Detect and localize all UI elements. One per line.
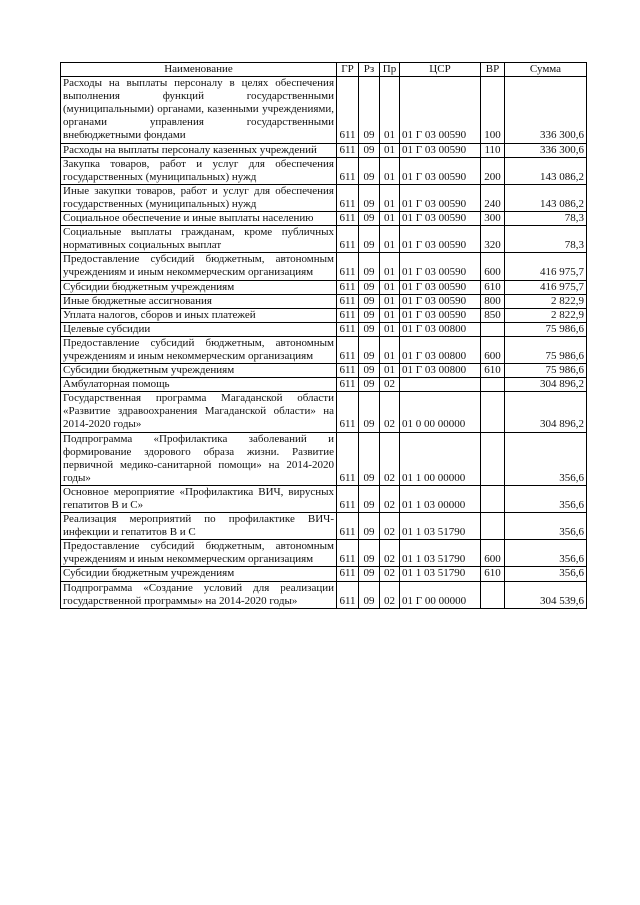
cell-csr: 01 Г 03 00590 <box>400 253 481 280</box>
cell-pr: 02 <box>380 432 400 485</box>
table-row <box>61 294 587 308</box>
cell-pr: 01 <box>380 226 400 253</box>
cell-name: Социальное обеспечение и иные выплаты населению <box>61 212 337 226</box>
cell-vr: 200 <box>481 157 505 184</box>
cell-name: Расходы на выплаты персоналу казенных учреждений <box>61 143 337 157</box>
header-csr: ЦСР <box>400 63 481 77</box>
cell-gr: 611 <box>337 378 359 392</box>
cell-csr: 01 1 03 51790 <box>400 567 481 581</box>
cell-rz: 09 <box>359 212 380 226</box>
cell-name: Субсидии бюджетным учреждениям <box>61 280 337 294</box>
cell-name: Основное мероприятие «Профилактика ВИЧ, вирусных гепатитов В и С» <box>61 485 337 512</box>
cell-rz: 09 <box>359 322 380 336</box>
cell-name: Предоставление субсидий бюджетным, автономным учреждениям и иным некоммерческим организациям <box>61 336 337 363</box>
cell-pr: 02 <box>380 485 400 512</box>
cell-name: Подпрограмма «Профилактика заболеваний и формирование здорового образа жизни. Развитие первичной медико-санитарной помощи» на 2014-2020 годы» <box>61 432 337 485</box>
header-name: Наименование <box>61 63 337 77</box>
cell-vr <box>481 581 505 608</box>
cell-gr: 611 <box>337 513 359 540</box>
cell-name: Амбулаторная помощь <box>61 378 337 392</box>
table-row <box>61 253 587 280</box>
cell-pr: 02 <box>380 378 400 392</box>
cell-vr: 110 <box>481 143 505 157</box>
table-row <box>61 308 587 322</box>
cell-gr: 611 <box>337 581 359 608</box>
cell-csr: 01 1 03 00000 <box>400 485 481 512</box>
cell-vr: 320 <box>481 226 505 253</box>
cell-rz: 09 <box>359 226 380 253</box>
cell-csr: 01 Г 03 00800 <box>400 322 481 336</box>
cell-pr: 01 <box>380 322 400 336</box>
cell-csr: 01 1 00 00000 <box>400 432 481 485</box>
cell-gr: 611 <box>337 184 359 211</box>
cell-sum: 78,3 <box>505 226 587 253</box>
cell-gr: 611 <box>337 540 359 567</box>
cell-vr: 610 <box>481 567 505 581</box>
cell-csr: 01 Г 03 00590 <box>400 294 481 308</box>
cell-csr: 01 Г 03 00800 <box>400 364 481 378</box>
cell-rz: 09 <box>359 485 380 512</box>
cell-sum: 356,6 <box>505 540 587 567</box>
cell-sum: 143 086,2 <box>505 157 587 184</box>
cell-gr: 611 <box>337 485 359 512</box>
cell-pr: 02 <box>380 513 400 540</box>
cell-gr: 611 <box>337 567 359 581</box>
cell-sum: 416 975,7 <box>505 280 587 294</box>
cell-vr: 800 <box>481 294 505 308</box>
cell-vr <box>481 322 505 336</box>
cell-pr: 01 <box>380 77 400 143</box>
cell-vr <box>481 378 505 392</box>
cell-csr: 01 Г 03 00800 <box>400 336 481 363</box>
cell-rz: 09 <box>359 378 380 392</box>
cell-sum: 304 896,2 <box>505 392 587 432</box>
table-row <box>61 226 587 253</box>
cell-name: Предоставление субсидий бюджетным, автономным учреждениям и иным некоммерческим организациям <box>61 540 337 567</box>
cell-vr: 610 <box>481 280 505 294</box>
cell-name: Предоставление субсидий бюджетным, автономным учреждениям и иным некоммерческим организациям <box>61 253 337 280</box>
cell-vr: 850 <box>481 308 505 322</box>
cell-pr: 01 <box>380 157 400 184</box>
cell-rz: 09 <box>359 392 380 432</box>
cell-rz: 09 <box>359 567 380 581</box>
cell-gr: 611 <box>337 143 359 157</box>
cell-csr: 01 Г 03 00590 <box>400 143 481 157</box>
cell-vr <box>481 485 505 512</box>
cell-csr: 01 Г 00 00000 <box>400 581 481 608</box>
cell-name: Целевые субсидии <box>61 322 337 336</box>
table-row <box>61 336 587 363</box>
cell-sum: 2 822,9 <box>505 308 587 322</box>
cell-gr: 611 <box>337 280 359 294</box>
cell-pr: 01 <box>380 143 400 157</box>
cell-rz: 09 <box>359 432 380 485</box>
cell-name: Субсидии бюджетным учреждениям <box>61 567 337 581</box>
cell-name: Реализация мероприятий по профилактике ВИЧ-инфекции и гепатитов В и С <box>61 513 337 540</box>
cell-pr: 01 <box>380 308 400 322</box>
cell-csr: 01 Г 03 00590 <box>400 226 481 253</box>
cell-rz: 09 <box>359 336 380 363</box>
cell-rz: 09 <box>359 581 380 608</box>
header-pr: Пр <box>380 63 400 77</box>
cell-sum: 78,3 <box>505 212 587 226</box>
cell-vr: 610 <box>481 364 505 378</box>
cell-csr: 01 1 03 51790 <box>400 513 481 540</box>
cell-vr <box>481 513 505 540</box>
cell-csr: 01 Г 03 00590 <box>400 308 481 322</box>
cell-vr: 240 <box>481 184 505 211</box>
cell-name: Иные закупки товаров, работ и услуг для обеспечения государственных (муниципальных) нужд <box>61 184 337 211</box>
cell-csr: 01 Г 03 00590 <box>400 212 481 226</box>
cell-sum: 356,6 <box>505 513 587 540</box>
cell-rz: 09 <box>359 253 380 280</box>
cell-rz: 09 <box>359 294 380 308</box>
cell-pr: 02 <box>380 392 400 432</box>
cell-csr: 01 Г 03 00590 <box>400 184 481 211</box>
table-row <box>61 157 587 184</box>
cell-sum: 416 975,7 <box>505 253 587 280</box>
cell-gr: 611 <box>337 77 359 143</box>
cell-name: Подпрограмма «Создание условий для реализации государственной программы» на 2014-2020 годы» <box>61 581 337 608</box>
cell-gr: 611 <box>337 432 359 485</box>
cell-csr: 01 Г 03 00590 <box>400 280 481 294</box>
cell-pr: 01 <box>380 212 400 226</box>
cell-name: Закупка товаров, работ и услуг для обеспечения государственных (муниципальных) нужд <box>61 157 337 184</box>
cell-rz: 09 <box>359 364 380 378</box>
cell-pr: 02 <box>380 567 400 581</box>
cell-gr: 611 <box>337 212 359 226</box>
table-row <box>61 184 587 211</box>
cell-csr: 01 Г 03 00590 <box>400 157 481 184</box>
cell-sum: 75 986,6 <box>505 336 587 363</box>
cell-gr: 611 <box>337 226 359 253</box>
cell-gr: 611 <box>337 308 359 322</box>
cell-name: Уплата налогов, сборов и иных платежей <box>61 308 337 322</box>
cell-rz: 09 <box>359 308 380 322</box>
cell-rz: 09 <box>359 77 380 143</box>
table-row <box>61 378 587 392</box>
table-row <box>61 540 587 567</box>
table-body <box>61 77 587 609</box>
cell-name: Социальные выплаты гражданам, кроме публичных нормативных социальных выплат <box>61 226 337 253</box>
cell-pr: 01 <box>380 280 400 294</box>
cell-sum: 356,6 <box>505 567 587 581</box>
cell-gr: 611 <box>337 392 359 432</box>
cell-gr: 611 <box>337 322 359 336</box>
cell-sum: 75 986,6 <box>505 364 587 378</box>
header-gr: ГР <box>337 63 359 77</box>
cell-name: Государственная программа Магаданской области «Развитие здравоохранения Магаданской области» на 2014-2020 годы» <box>61 392 337 432</box>
cell-sum: 304 896,2 <box>505 378 587 392</box>
cell-sum: 304 539,6 <box>505 581 587 608</box>
cell-pr: 02 <box>380 581 400 608</box>
cell-gr: 611 <box>337 364 359 378</box>
cell-rz: 09 <box>359 143 380 157</box>
cell-name: Расходы на выплаты персоналу в целях обеспечения выполнения функций государственными (муниципальными) органами, казенными учреждениями, органами управления государственными внебюджетными фондами <box>61 77 337 143</box>
cell-sum: 2 822,9 <box>505 294 587 308</box>
cell-name: Иные бюджетные ассигнования <box>61 294 337 308</box>
cell-pr: 02 <box>380 540 400 567</box>
cell-csr <box>400 378 481 392</box>
cell-rz: 09 <box>359 157 380 184</box>
cell-csr: 01 0 00 00000 <box>400 392 481 432</box>
cell-pr: 01 <box>380 336 400 363</box>
header-vr: ВР <box>481 63 505 77</box>
cell-sum: 356,6 <box>505 432 587 485</box>
cell-rz: 09 <box>359 184 380 211</box>
table-row <box>61 392 587 432</box>
table-row <box>61 143 587 157</box>
cell-sum: 336 300,6 <box>505 77 587 143</box>
cell-sum: 356,6 <box>505 485 587 512</box>
table-row <box>61 581 587 608</box>
cell-sum: 336 300,6 <box>505 143 587 157</box>
table-row <box>61 364 587 378</box>
table-row <box>61 485 587 512</box>
table-row <box>61 212 587 226</box>
cell-sum: 143 086,2 <box>505 184 587 211</box>
cell-sum: 75 986,6 <box>505 322 587 336</box>
budget-table <box>60 62 587 609</box>
cell-pr: 01 <box>380 253 400 280</box>
header-rz: Рз <box>359 63 380 77</box>
cell-vr <box>481 432 505 485</box>
cell-rz: 09 <box>359 280 380 294</box>
cell-vr: 600 <box>481 253 505 280</box>
cell-csr: 01 Г 03 00590 <box>400 77 481 143</box>
table-row <box>61 567 587 581</box>
cell-rz: 09 <box>359 513 380 540</box>
cell-gr: 611 <box>337 294 359 308</box>
cell-vr: 600 <box>481 540 505 567</box>
table-row <box>61 280 587 294</box>
cell-vr: 600 <box>481 336 505 363</box>
cell-csr: 01 1 03 51790 <box>400 540 481 567</box>
table-row <box>61 513 587 540</box>
cell-name: Субсидии бюджетным учреждениям <box>61 364 337 378</box>
table-header-row <box>61 63 587 77</box>
cell-pr: 01 <box>380 364 400 378</box>
header-sum: Сумма <box>505 63 587 77</box>
cell-pr: 01 <box>380 184 400 211</box>
cell-gr: 611 <box>337 336 359 363</box>
cell-vr: 100 <box>481 77 505 143</box>
cell-vr <box>481 392 505 432</box>
table-row <box>61 432 587 485</box>
cell-pr: 01 <box>380 294 400 308</box>
cell-gr: 611 <box>337 253 359 280</box>
cell-gr: 611 <box>337 157 359 184</box>
table-row <box>61 322 587 336</box>
table-row <box>61 77 587 143</box>
cell-vr: 300 <box>481 212 505 226</box>
cell-rz: 09 <box>359 540 380 567</box>
